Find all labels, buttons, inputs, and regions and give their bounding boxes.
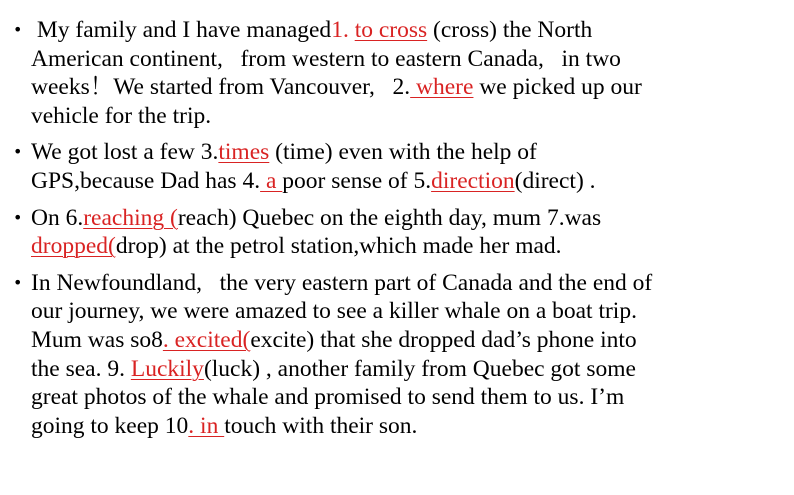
text-segment: (direct) . <box>514 167 596 194</box>
text-segment: poor sense of 5. <box>282 167 432 194</box>
text-segment: In Newfoundland, the very eastern part of Canada and the end of <box>31 269 653 296</box>
text-line <box>31 355 790 384</box>
text-line <box>31 204 790 233</box>
text-segment: great photos of the whale and promised to send them to us. I’m <box>31 384 625 411</box>
answer-blank-5: direction <box>431 167 515 194</box>
text-segment: GPS,because Dad has 4. <box>31 167 261 194</box>
text-segment: My family and I have managed <box>31 17 332 43</box>
text-segment: Mum was so8 <box>31 326 163 353</box>
text-line <box>31 138 790 167</box>
answer-blank-4: a <box>260 167 283 194</box>
text-line <box>31 16 790 45</box>
text-segment: we picked up our <box>473 74 642 101</box>
text-segment: reach) Quebec on the eighth day, mum 7.was <box>177 204 602 231</box>
answer-blank-2: where <box>410 74 474 101</box>
text-line <box>31 167 790 196</box>
text-segment: vehicle for the trip. <box>31 102 212 129</box>
text-line <box>31 45 790 74</box>
bullet-item-1 <box>0 16 790 130</box>
answer-blank-7: dropped( <box>31 233 116 260</box>
bullet-dot-icon: • <box>13 207 23 227</box>
text-line <box>31 73 790 102</box>
answer-blank-1: to cross <box>354 17 428 43</box>
bullet-item-4 <box>0 269 790 441</box>
text-segment: excite) that she dropped dad’s phone into <box>250 326 637 353</box>
text-line <box>31 297 790 326</box>
text-line <box>31 383 790 412</box>
text-line <box>31 232 790 261</box>
answer-blank-10: . in <box>188 412 225 439</box>
bullet-dot-icon: • <box>13 142 23 162</box>
text-segment: We got lost a few 3. <box>31 139 219 166</box>
bullet-list <box>0 16 790 448</box>
text-segment: American continent, from western to eastern Canada, in two <box>31 45 621 72</box>
answer-blank-9: Luckily <box>130 355 204 382</box>
bullet-dot-icon: • <box>13 272 23 292</box>
text-line <box>31 326 790 355</box>
text-segment: (cross) the North <box>427 17 593 43</box>
text-line <box>31 269 790 298</box>
answer-blank-8: . excited( <box>162 326 251 353</box>
text-segment: drop) at the petrol station,which made her mad. <box>115 233 562 260</box>
bullet-item-3 <box>0 204 790 261</box>
text-segment: our journey, we were amazed to see a killer whale on a boat trip. <box>31 298 637 325</box>
text-segment: (time) even with the help of <box>269 139 537 166</box>
text-line <box>31 102 790 131</box>
answer-number: 1. <box>331 17 355 43</box>
text-line <box>31 412 790 441</box>
answer-blank-3: times <box>218 139 270 166</box>
bullet-dot-icon: • <box>13 20 23 39</box>
answer-blank-6: reaching ( <box>83 204 178 231</box>
text-segment: On 6. <box>31 204 84 231</box>
text-segment: weeks！We started from Vancouver, 2. <box>31 74 411 101</box>
text-segment: the sea. 9. <box>31 355 131 382</box>
text-segment: going to keep 10 <box>31 412 189 439</box>
text-segment: (luck) , another family from Quebec got some <box>203 355 636 382</box>
bullet-item-2 <box>0 138 790 195</box>
text-segment: touch with their son. <box>224 412 418 439</box>
